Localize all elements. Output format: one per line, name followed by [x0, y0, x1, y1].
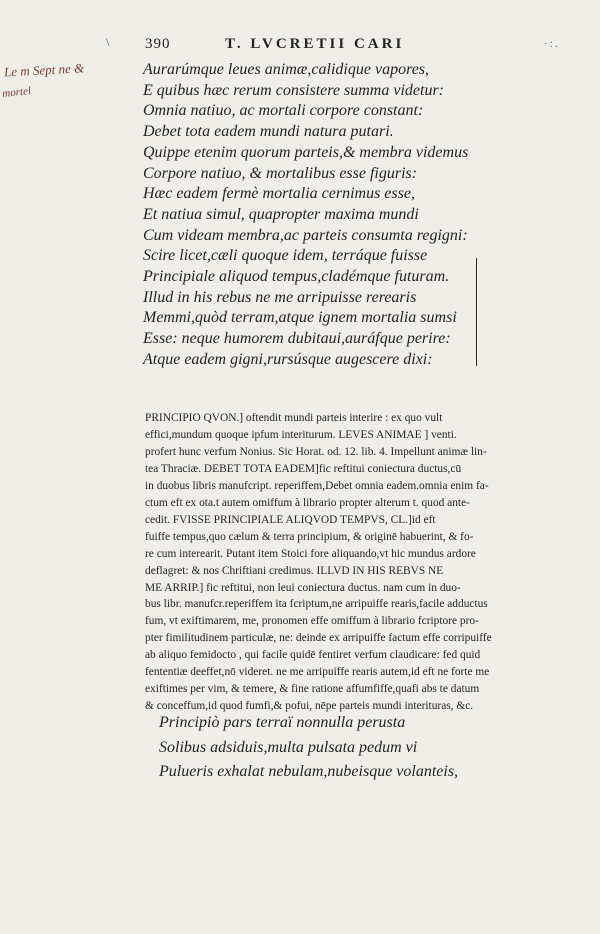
verse-line: Omnia natiuo, ac mortali corpore constant: — [143, 102, 424, 120]
corner-mark: ·:. — [543, 36, 560, 50]
verse-line: Memmi,quòd terram,atque ignem mortalia sumsi — [143, 309, 457, 327]
commentary-line: re cum interearit. Putant item Stoici fore aliquando,vt hic mundus ardore — [145, 547, 476, 560]
verse-line: Illud in his rebus ne me arripuisse rerearis — [143, 288, 417, 306]
verse-line: Principiale aliquod tempus,cladémque futuram. — [143, 268, 450, 286]
margin-note-line: mortel — [1, 85, 32, 100]
verse-line: Corpore natiuo, & mortalibus esse figuris: — [143, 164, 418, 182]
commentary-line: pter fimilitudinem particulæ, ne: deinde ex arripuiffe factum effe corripuiffe — [145, 632, 492, 645]
commentary-line: exiftimes per vim, & temere, & fine ratione affumfiffe,quafi abs te datum — [145, 683, 480, 696]
verse-line: Hæc eadem fermè mortalia cernimus esse, — [143, 185, 415, 203]
commentary-line: ctum eft ex ota.t autem omiffum à librario propter alterum t. quod ante- — [145, 496, 470, 509]
commentary-line: effici,mundum quoque ipfum interiturum. LEVES ANIMAE ] venti. — [145, 428, 457, 441]
commentary-line: bus libr. manufcr.reperiffem ita fcriptum,ne arripuiffe rearis,facile adductus — [145, 598, 488, 611]
verse-line: Cum videam membra,ac parteis consumta regigni: — [143, 226, 468, 244]
commentary-line: fuiffe tempus,quo cælum & terra principium, & originē habuerint, & fo- — [145, 530, 474, 543]
verse-line: Et natiua simul, quapropter maxima mundi — [143, 205, 419, 223]
page-header — [145, 36, 560, 56]
verse-block — [143, 60, 523, 371]
commentary-block — [145, 410, 557, 715]
margin-bracket-line — [476, 258, 497, 366]
verse-line: Principiò pars terraï nonnulla perusta — [159, 714, 406, 731]
verse-line: Scire licet,cæli quoque idem, terráque fuisse — [143, 247, 428, 265]
commentary-line: cedit. FVISSE PRINCIPIALE ALIQVOD TEMPVS, CL.]id eft — [145, 513, 436, 526]
handwritten-margin-note — [1, 60, 136, 100]
page-number: 390 — [145, 36, 171, 52]
verse-line: Pulueris exhalat nebulam,nubeisque volanteis, — [159, 763, 459, 780]
margin-tick-mark: \ — [106, 35, 110, 49]
verse-line: Quippe etenim quorum parteis,& membra videmus — [143, 143, 469, 161]
commentary-line: fententiæ deeffet,nō videret. ne me arripuiffe rearis autem,id eft ne forte me — [145, 666, 490, 679]
commentary-line: in duobus libris manufcript. reperiffem,Debet omnia eadem.omnia enim fa- — [145, 479, 489, 492]
margin-note-line: Le m Sept ne & — [3, 60, 85, 80]
verse-line: Aurarúmque leues animæ,calidique vapores, — [143, 61, 430, 78]
commentary-line: deflagret: & nos Chriftiani credimus. ILLVD IN HIS REBVS NE — [145, 564, 444, 577]
verse-line: Atque eadem gigni,rursúsque augescere dixi: — [143, 350, 433, 368]
commentary-line: tea Thraciæ. DEBET TOTA EADEM]fic reftitui coniectura ductus,cū — [145, 462, 462, 475]
commentary-line: fum, vt exiftimarem, me, pronomen effe omiffum à librario fcriptore pro- — [145, 615, 479, 628]
verse-line: E quibus hæc rerum consistere summa videtur: — [143, 81, 444, 99]
commentary-line: & conceffum,id quod fumfi,& pofui, nēpe parteis mundi interituras, &c. — [145, 700, 474, 713]
running-head: T. LVCRETII CARI — [225, 36, 405, 52]
commentary-line: ab aliquo femidocto , qui facile quidē fentiret verfum claudicare: fed quid — [145, 649, 481, 662]
closing-verse-block — [159, 711, 539, 785]
verse-line: Esse: neque humorem dubitaui,auráfque perire: — [143, 330, 451, 348]
verse-line: Debet tota eadem mundi natura putari. — [143, 123, 394, 141]
commentary-line: ME ARRIP.] fic reftitui, non leui coniectura ductus. nam cum in duo- — [145, 581, 461, 594]
commentary-line: PRINCIPIO QVON.] oftendit mundi parteis interire : ex quo vult — [145, 412, 443, 424]
commentary-line: profert hunc verfum Nonius. Sic Horat. od. 12. lib. 4. Impellunt animæ lin- — [145, 445, 487, 458]
verse-line: Solibus adsiduis,multa pulsata pedum vi — [159, 738, 418, 756]
